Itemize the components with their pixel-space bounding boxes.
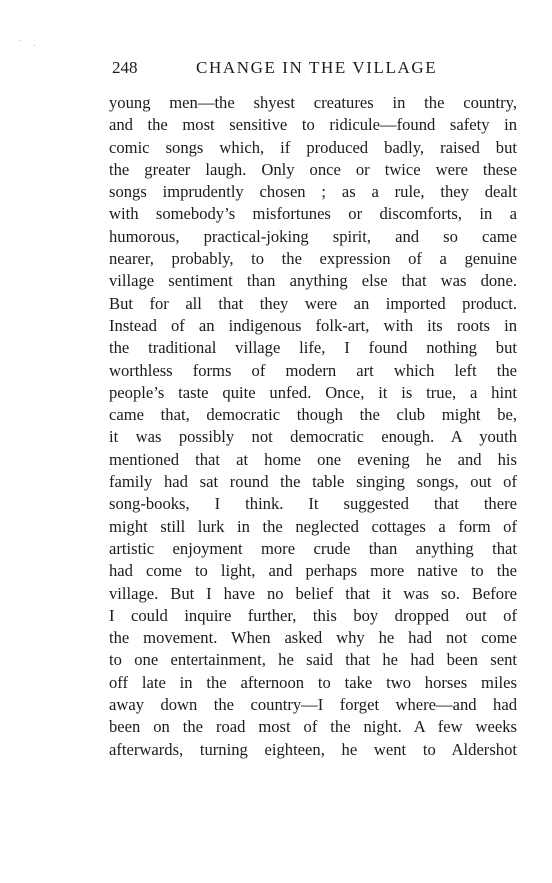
body-text	[109, 92, 517, 761]
text-line: mentioned that at home one evening he and his	[109, 449, 517, 469]
text-line: young men—the shyest creatures in the country,	[109, 93, 517, 112]
text-line: been on the road most of the night. A few weeks	[109, 717, 517, 737]
page-number: 248	[112, 58, 138, 77]
text-line: off late in the afternoon to take two horses miles	[109, 672, 517, 692]
text-line: But for all that they were an imported product.	[109, 293, 517, 313]
text-line: people’s taste quite unfed. Once, it is true, a hint	[109, 382, 517, 402]
text-line: with somebody’s misfortunes or discomforts, in a	[109, 204, 517, 224]
text-line: village. But I have no belief that it was so. Before	[109, 583, 517, 603]
text-line: away down the country—I forget where—and had	[109, 695, 517, 715]
page-header	[112, 58, 518, 82]
text-line: I could inquire further, this boy dropped out of	[109, 605, 517, 625]
text-line: song-books, I think. It suggested that there	[109, 494, 517, 514]
text-line: family had sat round the table singing songs, out of	[109, 472, 517, 492]
text-line: artistic enjoyment more crude than anything that	[109, 538, 517, 558]
text-line: humorous, practical-joking spirit, and so came	[109, 226, 517, 246]
scan-speck	[34, 45, 35, 46]
text-line: came that, democratic though the club might be,	[109, 405, 517, 425]
text-line: afterwards, turning eighteen, he went to Aldershot	[109, 739, 517, 759]
text-line: songs imprudently chosen ; as a rule, they dealt	[109, 182, 517, 202]
text-line: it was possibly not democratic enough. A youth	[109, 427, 517, 447]
text-line: worthless forms of modern art which left the	[109, 360, 517, 380]
running-head: CHANGE IN THE VILLAGE	[196, 58, 438, 77]
text-line: to one entertainment, he said that he had been sent	[109, 650, 517, 670]
text-line: had come to light, and perhaps more native to the	[109, 561, 517, 581]
text-line: comic songs which, if produced badly, raised but	[109, 137, 517, 157]
text-line: and the most sensitive to ridicule—found safety in	[109, 115, 517, 135]
text-line: village sentiment than anything else that was done.	[109, 271, 517, 291]
text-line: might still lurk in the neglected cottages a form of	[109, 516, 517, 536]
text-line: the traditional village life, I found nothing but	[109, 338, 517, 358]
text-line: the greater laugh. Only once or twice were these	[109, 159, 517, 179]
text-line: the movement. When asked why he had not come	[109, 628, 517, 648]
text-line: Instead of an indigenous folk-art, with its roots in	[109, 315, 517, 335]
scan-speck	[20, 40, 21, 41]
text-line: nearer, probably, to the expression of a genuine	[109, 249, 517, 269]
